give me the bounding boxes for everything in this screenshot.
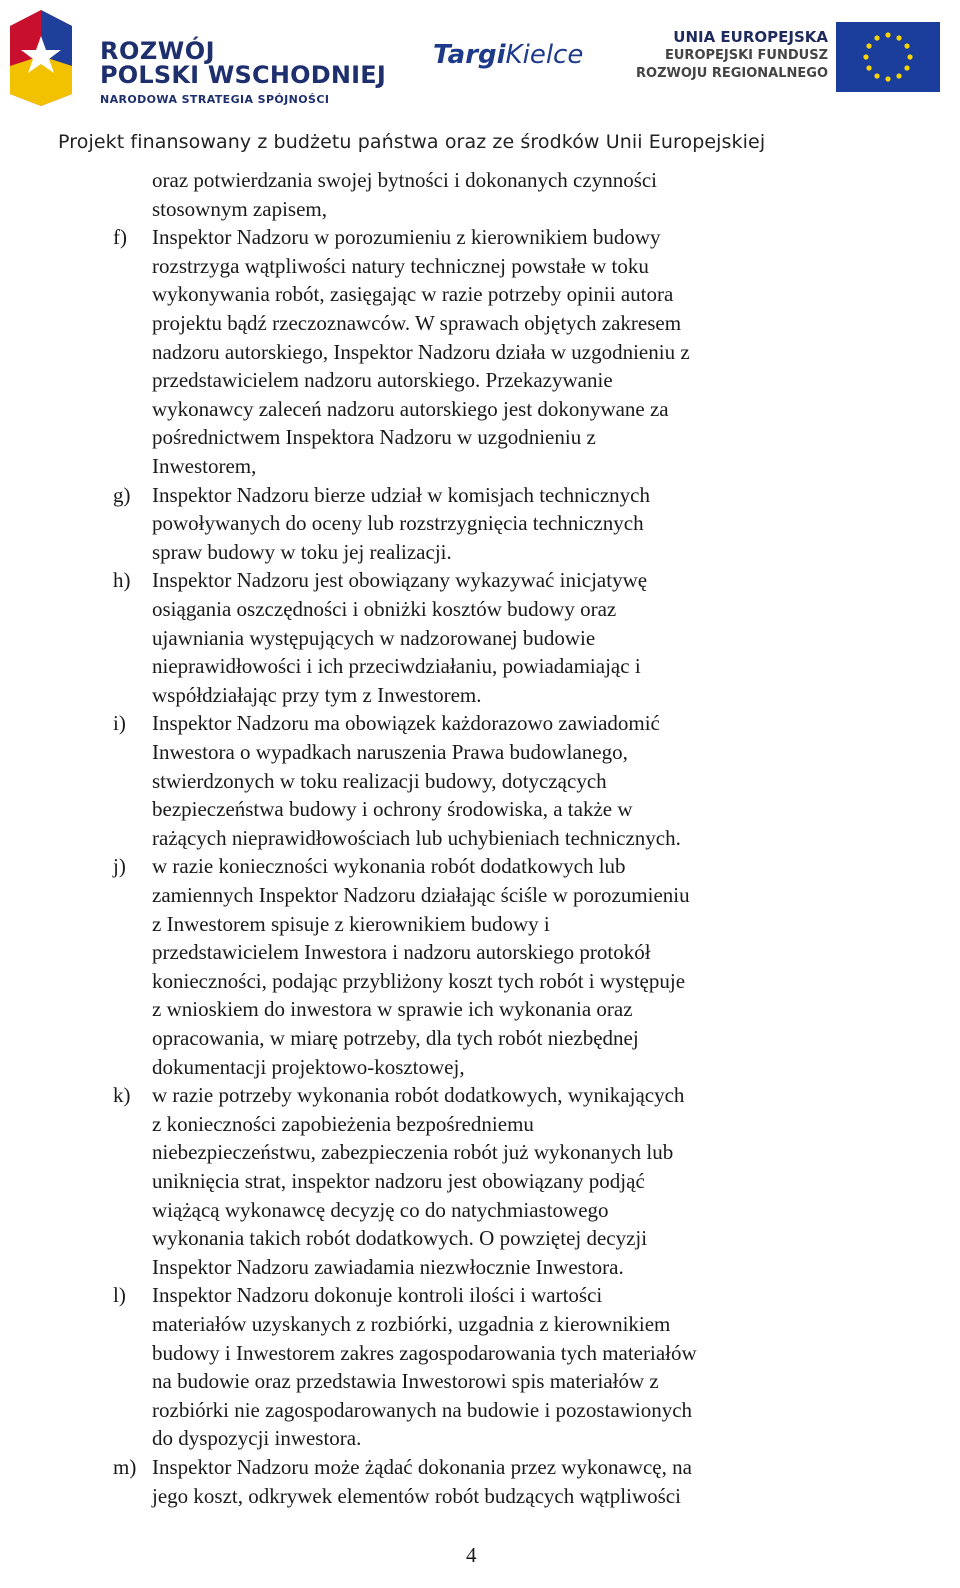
document-header [0,0,960,153]
list-item-label: k) [113,1083,131,1108]
list-item-text-line: współdziałając przy tym z Inwestorem. [152,682,482,707]
list-item-text-line: stwierdzonych w toku realizacji budowy, dotyczących [152,768,607,793]
list-item-text-line: bezpieczeństwa budowy i ochrony środowiska, a także w [152,797,633,822]
logo-right-line2: EUROPEJSKI FUNDUSZ [665,48,828,63]
list-item-text-line: stosownym zapisem, [152,196,327,221]
list-item-text-line: wykonawcy zaleceń nadzoru autorskiego jest dokonywane za [152,396,669,421]
list-item-text-line: oraz potwierdzania swojej bytności i dokonanych czynności [152,168,658,192]
list-item-text-line: Inspektor Nadzoru może żądać dokonania przez wykonawcę, na [152,1455,692,1479]
list-item-text-line: nadzoru autorskiego, Inspektor Nadzoru działa w uzgodnieniu z [152,339,690,364]
logo-left-line3: NARODOWA STRATEGIA SPÓJNOŚCI [100,93,330,106]
logo-targi-kielce [433,40,583,80]
logo-right-line1: UNIA EUROPEJSKA [673,28,828,46]
logo-left-line1: ROZWÓJ [100,37,216,65]
list-item-label: j) [113,854,126,879]
list-item-text-line: jego koszt, odkrywek elementów robót budzących wątpliwości [152,1483,681,1508]
list-item-text-line: przedstawicielem nadzoru autorskiego. Przekazywanie [152,368,613,393]
list-item-text-line: Inspektor Nadzoru jest obowiązany wykazywać inicjatywę [152,568,648,593]
project-funding-line: Projekt finansowany z budżetu państwa oraz ze środków Unii Europejskiej [58,131,766,153]
list-item-text-line: zamiennych Inspektor Nadzoru działając ściśle w porozumieniu [152,883,690,907]
list-item-text-line: w razie potrzeby wykonania robót dodatkowych, wynikających [152,1083,685,1108]
list-item-text-line: dokumentacji projektowo-kosztowej, [152,1054,465,1079]
list-item-label: l) [113,1283,126,1308]
list-item-text-line: ujawniania występujących w nadzorowanej budowie [152,625,596,650]
list-item-text-line: pośrednictwem Inspektora Nadzoru w uzgodnieniu z [152,425,596,450]
list-item-text-line: wykonywania robót, zasięgając w razie potrzeby opinii autora [152,282,674,307]
list-item-text-line: Inspektor Nadzoru ma obowiązek każdorazowo zawiadomić [152,711,660,736]
list-item-text-line: rozstrzyga wątpliwości natury technicznej powstałe w toku [152,253,649,278]
list-item-text-line: niebezpieczeństwu, zabezpieczenia robót już wykonanych lub [152,1140,674,1165]
list-item-text-line: rażących nieprawidłowościach lub uchybieniach technicznych. [152,825,681,850]
list-item-text-line: wykonania takich robót dodatkowych. O powziętej decyzji [152,1226,648,1251]
list-item-text-line: w razie konieczności wykonania robót dodatkowych lub [152,854,626,879]
list-item-text-line: opracowania, w miarę potrzeby, dla tych robót niezbędnej [152,1026,639,1050]
list-item-text-line: Inspektor Nadzoru bierze udział w komisjach technicznych [152,482,650,507]
list-item-text-line: materiałów uzyskanych z rozbiórki, uzgadnia z kierownikiem [152,1312,671,1336]
list-item-label: f) [113,225,127,250]
logo-targi-rest: Kielce [505,40,584,70]
logo-targi-bold: Targi [433,40,506,70]
list-item-text-line: Inspektor Nadzoru zawiadamia niezwłocznie Inwestora. [152,1254,624,1279]
list-item-text-line: konieczności, podając przybliżony koszt tych robót i występuje [152,968,686,993]
list-item-text-line: z Inwestorem spisuje z kierownikiem budowy i [152,911,550,936]
page-number: 4 [466,1543,477,1567]
list-item-text-line: do dyspozycji inwestora. [152,1426,362,1451]
list-item-text-line: powoływanych do oceny lub rozstrzygnięcia technicznych [152,511,644,536]
list-item-text-line: uniknięcia strat, inspektor nadzoru jest obowiązany podjąć [152,1169,645,1193]
list-item-text-line: z konieczności zapobieżenia bezpośredniemu [152,1111,534,1136]
list-item-text-line: budowy i Inwestorem zakres zagospodarowania tych materiałów [152,1340,697,1365]
list-item-text-line: Inspektor Nadzoru w porozumieniu z kierownikiem budowy [152,225,661,250]
eu-flag-icon [836,22,940,92]
list-item-label: i) [113,711,126,736]
logo-rozwoj-polski-wschodniej [6,6,386,110]
list-item-label: m) [113,1455,137,1479]
list-item-label: h) [113,568,131,593]
list-item-text-line: wiążącą wykonawcę decyzję co do natychmiastowego [152,1197,609,1222]
list-item-text-line: na budowie oraz przedstawia Inwestorowi spis materiałów z [152,1369,659,1394]
logo-right-line3: ROZWOJU REGIONALNEGO [636,66,828,81]
list-item-label: g) [113,482,131,507]
list-item-text-line: rozbiórki nie zagospodarowanych na budowie i pozostawionych [152,1397,693,1422]
list-item-text-line: przedstawicielem Inwestora i nadzoru autorskiego protokół [152,940,651,965]
list-item-text-line: Inspektor Nadzoru dokonuje kontroli ilości i wartości [152,1283,603,1308]
list-item-text-line: z wnioskiem do inwestora w sprawie ich wykonania oraz [152,997,633,1022]
list-item-text-line: projektu bądź rzeczoznawców. W sprawach objętych zakresem [152,311,682,335]
logo-unia-europejska [636,28,950,98]
list-item-text-line: Inwestorem, [152,454,257,478]
list-item-text-line: Inwestora o wypadkach naruszenia Prawa budowlanego, [152,740,628,764]
list-item-text-line: spraw budowy w toku jej realizacji. [152,539,452,564]
star-logo-icon [6,6,76,110]
list-item-text-line: osiągania oszczędności i obniżki kosztów budowy oraz [152,597,617,621]
logo-left-line2: POLSKI WSCHODNIEJ [100,61,386,89]
list-item-text-line: nieprawidłowości i ich przeciwdziałaniu, powiadamiając i [152,654,641,679]
